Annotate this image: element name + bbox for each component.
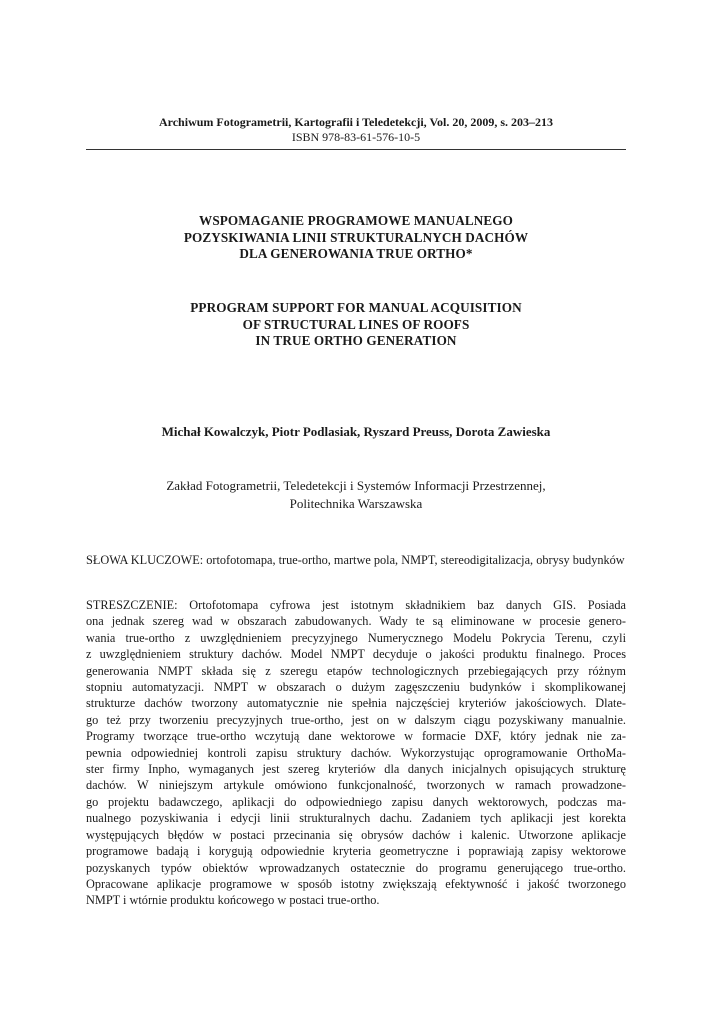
abstract-line: go też przy tworzeniu precyzyjnych true-ortho, jest on w dalszym ciągu pozyskiwany manualnie. <box>86 712 626 727</box>
keywords: SŁOWA KLUCZOWE: ortofotomapa, true-ortho, martwe pola, NMPT, stereodigitalizacja, obrysy budynków <box>86 553 625 567</box>
title-line: PPROGRAM SUPPORT FOR MANUAL ACQUISITION <box>190 300 522 315</box>
abstract-line: pozyskanych typów obiektów wprowadzanych ostatecznie do programu generującego true-ortho. <box>86 860 626 875</box>
abstract-line: Opracowane aplikacje programowe w sposób istotny zwiększają efektywność i jakość tworzonego <box>86 876 626 891</box>
abstract-line: go projektu badawczego, aplikacji do odpowiedniego zapisu danych wektorowych, podczas ma- <box>86 794 626 809</box>
abstract-line: stopniu automatyzacji. NMPT w obszarach o dużym zagęszczeniu budynków i skomplikowanej <box>86 680 626 695</box>
abstract-line: Programy tworzące true-ortho wczytują dane wektorowe w formacie DXF, który jednak nie za- <box>86 729 626 744</box>
title-line: POZYSKIWANIA LINII STRUKTURALNYCH DACHÓW <box>183 229 529 245</box>
abstract-line: ona jednak szereg wad w obszarach zabudowanych. Wady te są eliminowane w procesie genero- <box>86 614 626 629</box>
abstract-line: ster firmy Inpho, wymaganych jest szereg kryteriów dla danych inicjalnych opisujących strukturę <box>86 762 626 777</box>
header-divider <box>86 149 626 150</box>
authors: Michał Kowalczyk, Piotr Podlasiak, Ryszard Preuss, Dorota Zawieska <box>161 424 551 439</box>
abstract-line: dachów. W niniejszym artykule omówiono funkcjonalność, tworzonych w ramach prowadzone- <box>86 778 626 793</box>
abstract-line: wania true-ortho z uwzględnieniem precyzyjnego Numerycznego Modelu Pokrycia Terenu, czyli <box>86 630 626 645</box>
abstract-line: generowania NMPT składa się z szeregu etapów technologicznych przebiegających przy różnym <box>86 663 626 678</box>
abstract-line: strukturze dachów tworzony automatycznie nie spełnia najczęściej kryteriów jakościowych. Dlate- <box>86 696 626 711</box>
title-line: OF STRUCTURAL LINES OF ROOFS <box>242 316 470 332</box>
journal-header <box>86 115 626 145</box>
journal-citation: Archiwum Fotogrametrii, Kartografii i Teledetekcji, Vol. 20, 2009, s. 203–213 <box>158 115 554 129</box>
title-line: WSPOMAGANIE PROGRAMOWE MANUALNEGO <box>199 213 513 228</box>
title-line: IN TRUE ORTHO GENERATION <box>255 333 457 348</box>
abstract-line: nualnego pozyskiwania i edycji linii strukturalnych dachu. Zadaniem tych aplikacji jest korekta <box>86 811 626 826</box>
title-line: DLA GENEROWANIA TRUE ORTHO* <box>239 246 473 261</box>
abstract-line: z uwzględnieniem struktury dachów. Model NMPT decyduje o jakości produktu finalnego. Proces <box>86 647 626 662</box>
affiliation <box>86 477 626 513</box>
abstract-line: występujących błędów w postaci przecinania się obrysów dachów i kalenic. Utworzone aplikacje <box>86 827 626 842</box>
affiliation-line: Politechnika Warszawska <box>289 496 423 511</box>
abstract-line: programowe badają i korygują odpowiednie kryteria geometryczne i poprawiają zapisy wektorowe <box>86 844 626 859</box>
affiliation-line: Zakład Fotogrametrii, Teledetekcji i Systemów Informacji Przestrzennej, <box>166 478 546 493</box>
title-english <box>86 300 626 350</box>
abstract-line: pewnia odpowiedniej kontroli zapisu struktury dachów. Wykorzystując oprogramowanie OrthoMa- <box>86 745 626 760</box>
title-polish <box>86 213 626 263</box>
abstract-line: STRESZCZENIE: Ortofotomapa cyfrowa jest istotnym składnikiem baz danych GIS. Posiada <box>86 598 626 612</box>
abstract-line: NMPT i wtórnie produktu końcowego w postaci true-ortho. <box>86 893 380 908</box>
abstract <box>86 597 626 909</box>
isbn: ISBN 978-83-61-576-10-5 <box>291 130 421 144</box>
